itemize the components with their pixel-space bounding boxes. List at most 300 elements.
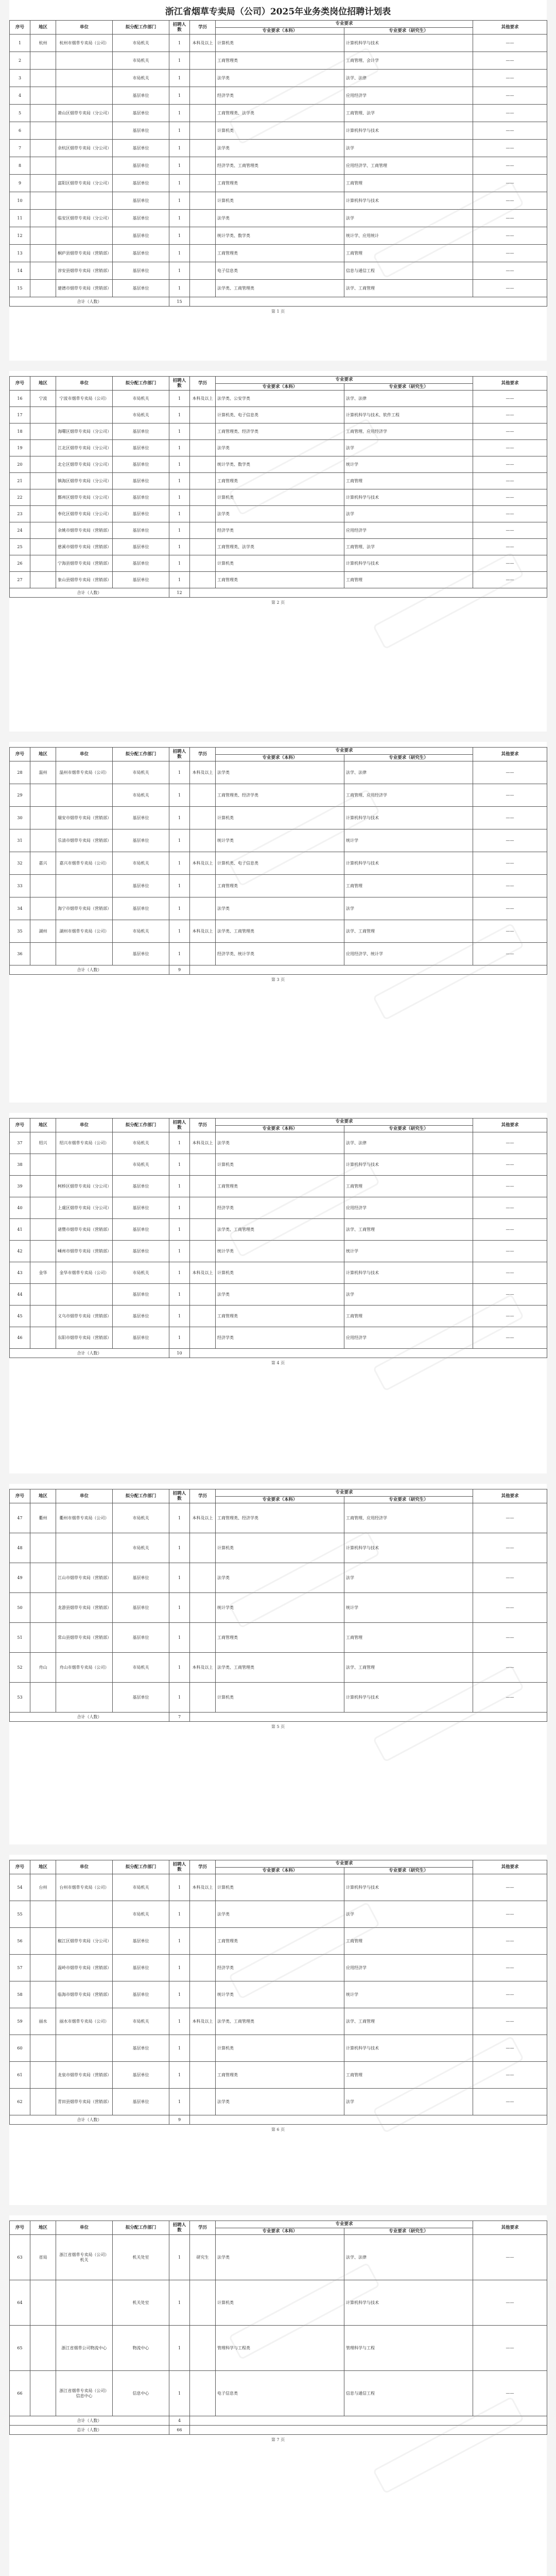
subtotal-count: 10 — [169, 1349, 190, 1358]
cell-no: 46 — [10, 1327, 30, 1349]
cell-other: —— — [473, 1197, 547, 1219]
cell-no: 12 — [10, 227, 30, 245]
cell-region — [30, 440, 56, 456]
cell-count: 1 — [169, 87, 190, 105]
cell-no: 7 — [10, 140, 30, 157]
cell-edu — [190, 423, 216, 440]
cell-no: 3 — [10, 70, 30, 87]
header-major-undergrad: 专业要求（本科） — [216, 383, 344, 391]
cell-no: 63 — [10, 2235, 30, 2280]
cell-major-undergrad: 计算机类 — [216, 35, 344, 52]
cell-major-grad: 法学、工商管理 — [344, 1219, 473, 1241]
page-footer: 第 3 页 — [271, 977, 285, 982]
cell-no: 28 — [10, 761, 30, 784]
cell-region — [30, 1533, 56, 1563]
cell-edu: 本科及以上 — [190, 761, 216, 784]
cell-count: 1 — [169, 1284, 190, 1306]
cell-no: 34 — [10, 897, 30, 920]
cell-major-undergrad: 统计学类、数学类 — [216, 456, 344, 473]
cell-edu — [190, 829, 216, 852]
cell-major-undergrad: 经济学类、工商管理类 — [216, 157, 344, 175]
cell-major-grad: 工商管理 — [344, 175, 473, 192]
cell-edu — [190, 473, 216, 489]
cell-region — [30, 1219, 56, 1241]
cell-unit — [56, 1284, 113, 1306]
cell-edu — [190, 456, 216, 473]
cell-major-undergrad: 管理科学与工程类 — [216, 2326, 344, 2371]
cell-other: —— — [473, 1306, 547, 1327]
cell-edu — [190, 280, 216, 297]
recruitment-table — [9, 376, 547, 598]
cell-region: 嘉兴 — [30, 852, 56, 875]
cell-edu: 本科及以上 — [190, 1262, 216, 1284]
cell-unit: 宁海县烟草专卖局（营销部） — [56, 555, 113, 572]
cell-region — [30, 1197, 56, 1219]
header-unit: 单位 — [56, 377, 113, 391]
cell-major-undergrad: 计算机类 — [216, 1874, 344, 1901]
table-row — [10, 2062, 547, 2089]
recruitment-table — [9, 2221, 547, 2435]
cell-region: 杭州 — [30, 35, 56, 52]
cell-unit: 诸暨市烟草专卖局（营销部） — [56, 1219, 113, 1241]
grand-total-row — [10, 2426, 547, 2435]
cell-unit — [56, 2280, 113, 2326]
cell-edu — [190, 440, 216, 456]
cell-count: 1 — [169, 1683, 190, 1713]
cell-region — [30, 807, 56, 829]
cell-major-undergrad: 法学类 — [216, 1132, 344, 1154]
cell-major-undergrad: 法学类、工商管理类 — [216, 1219, 344, 1241]
table-row — [10, 262, 547, 280]
cell-other: —— — [473, 852, 547, 875]
table-row — [10, 1533, 547, 1563]
table-row — [10, 192, 547, 210]
cell-unit — [56, 70, 113, 87]
table-row — [10, 897, 547, 920]
cell-no: 15 — [10, 280, 30, 297]
cell-dept: 基层单位 — [113, 245, 169, 262]
cell-major-undergrad: 工商管理类、经济学类 — [216, 1503, 344, 1533]
cell-major-undergrad: 法学类、公安学类 — [216, 391, 344, 407]
subtotal-label: 合计（人数） — [10, 965, 169, 975]
page-footer: 第 5 页 — [271, 1724, 285, 1730]
cell-major-undergrad: 工商管理类、经济学类 — [216, 784, 344, 807]
cell-other: —— — [473, 122, 547, 140]
cell-unit: 江山市烟草专卖局（营销部） — [56, 1563, 113, 1593]
cell-count: 1 — [169, 70, 190, 87]
cell-dept: 市局机关 — [113, 1653, 169, 1683]
cell-dept: 基层单位 — [113, 192, 169, 210]
cell-region — [30, 897, 56, 920]
subtotal-empty — [190, 297, 547, 307]
cell-no: 24 — [10, 522, 30, 539]
cell-region — [30, 1981, 56, 2008]
table-row — [10, 2035, 547, 2062]
cell-major-undergrad: 计算机类 — [216, 1683, 344, 1713]
cell-edu — [190, 140, 216, 157]
cell-major-grad: 应用经济学 — [344, 1327, 473, 1349]
cell-region — [30, 2371, 56, 2416]
table-row — [10, 539, 547, 555]
header-major-undergrad: 专业要求（本科） — [216, 1867, 344, 1874]
table-row — [10, 70, 547, 87]
cell-major-undergrad: 工商管理类、法学类 — [216, 105, 344, 122]
cell-unit: 椒江区烟草专卖局（分公司） — [56, 1928, 113, 1955]
cell-major-grad: 法学、法律 — [344, 2235, 473, 2280]
cell-major-grad: 法学 — [344, 2089, 473, 2115]
cell-region: 湖州 — [30, 920, 56, 943]
subtotal-count: 9 — [169, 965, 190, 975]
cell-major-undergrad: 法学类 — [216, 2089, 344, 2115]
cell-region: 宁波 — [30, 391, 56, 407]
cell-major-undergrad: 计算机类 — [216, 489, 344, 506]
cell-region: 衢州 — [30, 1503, 56, 1533]
header-count: 招聘人数 — [169, 1489, 190, 1503]
cell-major-undergrad: 工商管理类 — [216, 1928, 344, 1955]
cell-count: 1 — [169, 555, 190, 572]
subtotal-label: 合计（人数） — [10, 1349, 169, 1358]
cell-region — [30, 52, 56, 70]
cell-major-undergrad: 计算机类、电子信息类 — [216, 852, 344, 875]
header-major-grad: 专业要求（研究生） — [344, 383, 473, 391]
cell-edu — [190, 1623, 216, 1653]
cell-major-undergrad: 经济学类、统计学类 — [216, 943, 344, 965]
cell-unit: 龙游县烟草专卖局（营销部） — [56, 1593, 113, 1623]
cell-dept: 市局机关 — [113, 761, 169, 784]
cell-edu — [190, 157, 216, 175]
cell-region — [30, 506, 56, 522]
table-row — [10, 829, 547, 852]
cell-edu — [190, 522, 216, 539]
cell-unit — [56, 1154, 113, 1176]
cell-unit: 上虞区烟草专卖局（分公司） — [56, 1197, 113, 1219]
cell-edu — [190, 539, 216, 555]
cell-no: 65 — [10, 2326, 30, 2371]
cell-edu — [190, 1306, 216, 1327]
cell-dept: 机关处室 — [113, 2235, 169, 2280]
cell-no: 53 — [10, 1683, 30, 1713]
cell-no: 36 — [10, 943, 30, 965]
cell-major-undergrad: 电子信息类 — [216, 262, 344, 280]
cell-major-undergrad: 工商管理类 — [216, 572, 344, 588]
cell-region — [30, 1593, 56, 1623]
cell-dept: 市局机关 — [113, 407, 169, 423]
header-no: 序号 — [10, 21, 30, 35]
cell-major-undergrad: 计算机类 — [216, 1262, 344, 1284]
cell-major-undergrad: 电子信息类 — [216, 2371, 344, 2416]
cell-no: 44 — [10, 1284, 30, 1306]
header-dept: 拟分配工作部门 — [113, 377, 169, 391]
cell-other: —— — [473, 920, 547, 943]
cell-major-grad: 计算机科学与技术 — [344, 1874, 473, 1901]
cell-no: 55 — [10, 1901, 30, 1928]
cell-no: 60 — [10, 2035, 30, 2062]
cell-dept: 市局机关 — [113, 1874, 169, 1901]
cell-other: —— — [473, 1563, 547, 1593]
cell-region — [30, 423, 56, 440]
cell-other: —— — [473, 1262, 547, 1284]
cell-edu — [190, 175, 216, 192]
header-major-grad: 专业要求（研究生） — [344, 1125, 473, 1132]
header-no: 序号 — [10, 1118, 30, 1132]
cell-major-grad: 计算机科学与技术 — [344, 122, 473, 140]
cell-no: 20 — [10, 456, 30, 473]
cell-dept: 基层单位 — [113, 1955, 169, 1981]
header-other: 其他要求 — [473, 1489, 547, 1503]
cell-dept: 基层单位 — [113, 140, 169, 157]
header-major-undergrad: 专业要求（本科） — [216, 2228, 344, 2235]
cell-major-undergrad: 计算机类 — [216, 2035, 344, 2062]
cell-other: —— — [473, 440, 547, 456]
header-unit: 单位 — [56, 21, 113, 35]
cell-major-grad: 法学 — [344, 506, 473, 522]
cell-major-grad: 计算机科学与技术、软件工程 — [344, 407, 473, 423]
cell-major-grad: 法学、工商管理 — [344, 1653, 473, 1683]
cell-region: 绍兴 — [30, 1132, 56, 1154]
cell-dept: 基层单位 — [113, 555, 169, 572]
cell-count: 1 — [169, 423, 190, 440]
cell-major-undergrad: 工商管理类 — [216, 1176, 344, 1197]
cell-unit: 嵊州市烟草专卖局（营销部） — [56, 1241, 113, 1262]
cell-count: 1 — [169, 1623, 190, 1653]
cell-count: 1 — [169, 2008, 190, 2035]
cell-edu — [190, 1901, 216, 1928]
cell-major-undergrad: 法学类 — [216, 2235, 344, 2280]
cell-count: 1 — [169, 897, 190, 920]
cell-unit — [56, 407, 113, 423]
cell-dept: 基层单位 — [113, 2062, 169, 2089]
cell-dept: 基层单位 — [113, 456, 169, 473]
cell-no: 23 — [10, 506, 30, 522]
cell-dept: 基层单位 — [113, 1306, 169, 1327]
cell-no: 26 — [10, 555, 30, 572]
cell-unit — [56, 1533, 113, 1563]
subtotal-label: 合计（人数） — [10, 2416, 169, 2426]
cell-unit: 衢州市烟草专卖局（公司） — [56, 1503, 113, 1533]
subtotal-count: 12 — [169, 588, 190, 598]
cell-count: 1 — [169, 489, 190, 506]
table-row — [10, 210, 547, 227]
cell-count: 1 — [169, 140, 190, 157]
cell-no: 59 — [10, 2008, 30, 2035]
cell-other: —— — [473, 2371, 547, 2416]
header-edu: 学历 — [190, 377, 216, 391]
cell-other: —— — [473, 555, 547, 572]
cell-dept: 基层单位 — [113, 875, 169, 897]
header-dept: 拟分配工作部门 — [113, 21, 169, 35]
cell-other: —— — [473, 506, 547, 522]
table-row — [10, 784, 547, 807]
cell-count: 1 — [169, 1563, 190, 1593]
subtotal-count: 4 — [169, 2416, 190, 2426]
cell-count: 1 — [169, 1154, 190, 1176]
cell-region — [30, 522, 56, 539]
table-row — [10, 943, 547, 965]
cell-region — [30, 875, 56, 897]
cell-unit: 萧山区烟草专卖局（分公司） — [56, 105, 113, 122]
cell-edu — [190, 2035, 216, 2062]
cell-major-undergrad: 经济学类 — [216, 87, 344, 105]
header-unit: 单位 — [56, 1860, 113, 1874]
cell-major-grad: 管理科学与工程 — [344, 2326, 473, 2371]
cell-major-grad: 计算机科学与技术 — [344, 1262, 473, 1284]
cell-major-grad: 工商管理 — [344, 1623, 473, 1653]
header-unit: 单位 — [56, 1118, 113, 1132]
cell-dept: 基层单位 — [113, 1284, 169, 1306]
cell-other: —— — [473, 943, 547, 965]
cell-dept: 基层单位 — [113, 489, 169, 506]
header-no: 序号 — [10, 377, 30, 391]
cell-region: 省局 — [30, 2235, 56, 2280]
cell-other: —— — [473, 1623, 547, 1653]
cell-major-undergrad: 法学类、工商管理类 — [216, 920, 344, 943]
cell-count: 1 — [169, 807, 190, 829]
table-row — [10, 280, 547, 297]
header-major: 专业要求 — [216, 1118, 473, 1126]
table-row — [10, 1176, 547, 1197]
cell-other: —— — [473, 210, 547, 227]
table-row — [10, 423, 547, 440]
cell-major-grad: 计算机科学与技术 — [344, 2280, 473, 2326]
cell-major-grad: 统计学 — [344, 456, 473, 473]
cell-other: —— — [473, 407, 547, 423]
cell-major-undergrad: 工商管理类 — [216, 52, 344, 70]
cell-edu — [190, 555, 216, 572]
cell-region — [30, 2280, 56, 2326]
cell-no: 45 — [10, 1306, 30, 1327]
cell-count: 1 — [169, 262, 190, 280]
document-page — [9, 0, 547, 361]
cell-count: 1 — [169, 1955, 190, 1981]
cell-unit: 湖州市烟草专卖局（公司） — [56, 920, 113, 943]
cell-count: 1 — [169, 175, 190, 192]
cell-major-grad: 法学 — [344, 440, 473, 456]
cell-edu: 本科及以上 — [190, 1503, 216, 1533]
cell-major-grad: 统计学 — [344, 1241, 473, 1262]
cell-other: —— — [473, 1284, 547, 1306]
table-row — [10, 1683, 547, 1713]
cell-major-undergrad: 法学类 — [216, 1284, 344, 1306]
cell-no: 29 — [10, 784, 30, 807]
subtotal-row — [10, 1349, 547, 1358]
cell-count: 1 — [169, 1132, 190, 1154]
cell-count: 1 — [169, 1327, 190, 1349]
cell-major-grad: 法学 — [344, 210, 473, 227]
cell-major-grad: 信息与通信工程 — [344, 2371, 473, 2416]
cell-major-grad: 工商管理、应用经济学 — [344, 423, 473, 440]
cell-dept: 基层单位 — [113, 1563, 169, 1593]
cell-major-undergrad: 工商管理类 — [216, 875, 344, 897]
header-region: 地区 — [30, 2221, 56, 2235]
cell-count: 1 — [169, 784, 190, 807]
cell-other: —— — [473, 1928, 547, 1955]
cell-edu — [190, 2089, 216, 2115]
cell-dept: 基层单位 — [113, 1219, 169, 1241]
cell-region — [30, 140, 56, 157]
cell-other: —— — [473, 1874, 547, 1901]
table-row — [10, 555, 547, 572]
header-count: 招聘人数 — [169, 748, 190, 761]
cell-other: —— — [473, 105, 547, 122]
header-other: 其他要求 — [473, 1860, 547, 1874]
cell-count: 1 — [169, 522, 190, 539]
cell-edu: 本科及以上 — [190, 1874, 216, 1901]
cell-count: 1 — [169, 2326, 190, 2371]
cell-edu — [190, 807, 216, 829]
header-count: 招聘人数 — [169, 21, 190, 35]
cell-major-grad: 统计学 — [344, 1981, 473, 2008]
cell-major-grad: 应用经济学 — [344, 87, 473, 105]
cell-dept: 基层单位 — [113, 2089, 169, 2115]
cell-edu — [190, 1197, 216, 1219]
cell-count: 1 — [169, 875, 190, 897]
cell-major-grad: 统计学 — [344, 1593, 473, 1623]
cell-other: —— — [473, 522, 547, 539]
cell-other: —— — [473, 1219, 547, 1241]
cell-major-grad: 工商管理、会计学 — [344, 52, 473, 70]
recruitment-table — [9, 1118, 547, 1358]
table-row — [10, 1593, 547, 1623]
header-major-grad: 专业要求（研究生） — [344, 1867, 473, 1874]
cell-major-grad: 工商管理 — [344, 1306, 473, 1327]
cell-major-undergrad: 经济学类 — [216, 1327, 344, 1349]
document-page — [9, 1855, 547, 2205]
cell-major-grad: 工商管理 — [344, 1928, 473, 1955]
cell-unit: 丽水市烟草专卖局（公司） — [56, 2008, 113, 2035]
cell-dept: 物流中心 — [113, 2326, 169, 2371]
cell-major-undergrad: 计算机类 — [216, 555, 344, 572]
subtotal-count: 9 — [169, 2115, 190, 2125]
cell-edu — [190, 943, 216, 965]
table-row — [10, 522, 547, 539]
cell-other: —— — [473, 761, 547, 784]
cell-major-grad: 法学、法律 — [344, 391, 473, 407]
cell-unit: 宁波市烟草专卖局（公司） — [56, 391, 113, 407]
cell-region — [30, 105, 56, 122]
header-row — [10, 1118, 547, 1126]
cell-major-undergrad: 法学类 — [216, 506, 344, 522]
cell-dept: 市局机关 — [113, 1132, 169, 1154]
cell-unit: 金华市烟草专卖局（公司） — [56, 1262, 113, 1284]
cell-other: —— — [473, 1176, 547, 1197]
cell-major-undergrad: 法学类 — [216, 1563, 344, 1593]
cell-major-undergrad: 法学类 — [216, 1901, 344, 1928]
recruitment-table — [9, 1860, 547, 2125]
cell-count: 1 — [169, 52, 190, 70]
cell-count: 1 — [169, 157, 190, 175]
cell-region — [30, 2089, 56, 2115]
cell-edu — [190, 210, 216, 227]
table-row — [10, 875, 547, 897]
cell-edu: 研究生 — [190, 2235, 216, 2280]
cell-major-undergrad: 工商管理类、经济学类 — [216, 423, 344, 440]
table-row — [10, 761, 547, 784]
cell-major-undergrad: 计算机类 — [216, 1154, 344, 1176]
cell-unit: 嘉兴市烟草专卖局（公司） — [56, 852, 113, 875]
cell-edu — [190, 897, 216, 920]
cell-no: 40 — [10, 1197, 30, 1219]
cell-other: —— — [473, 2089, 547, 2115]
cell-dept: 市局机关 — [113, 2008, 169, 2035]
subtotal-count: 15 — [169, 297, 190, 307]
cell-edu — [190, 2371, 216, 2416]
cell-region — [30, 539, 56, 555]
cell-region — [30, 227, 56, 245]
cell-unit: 富阳区烟草专卖局（分公司） — [56, 175, 113, 192]
cell-major-grad: 计算机科学与技术 — [344, 489, 473, 506]
cell-unit: 浙江省烟草公司物流中心 — [56, 2326, 113, 2371]
cell-major-undergrad: 工商管理类 — [216, 245, 344, 262]
